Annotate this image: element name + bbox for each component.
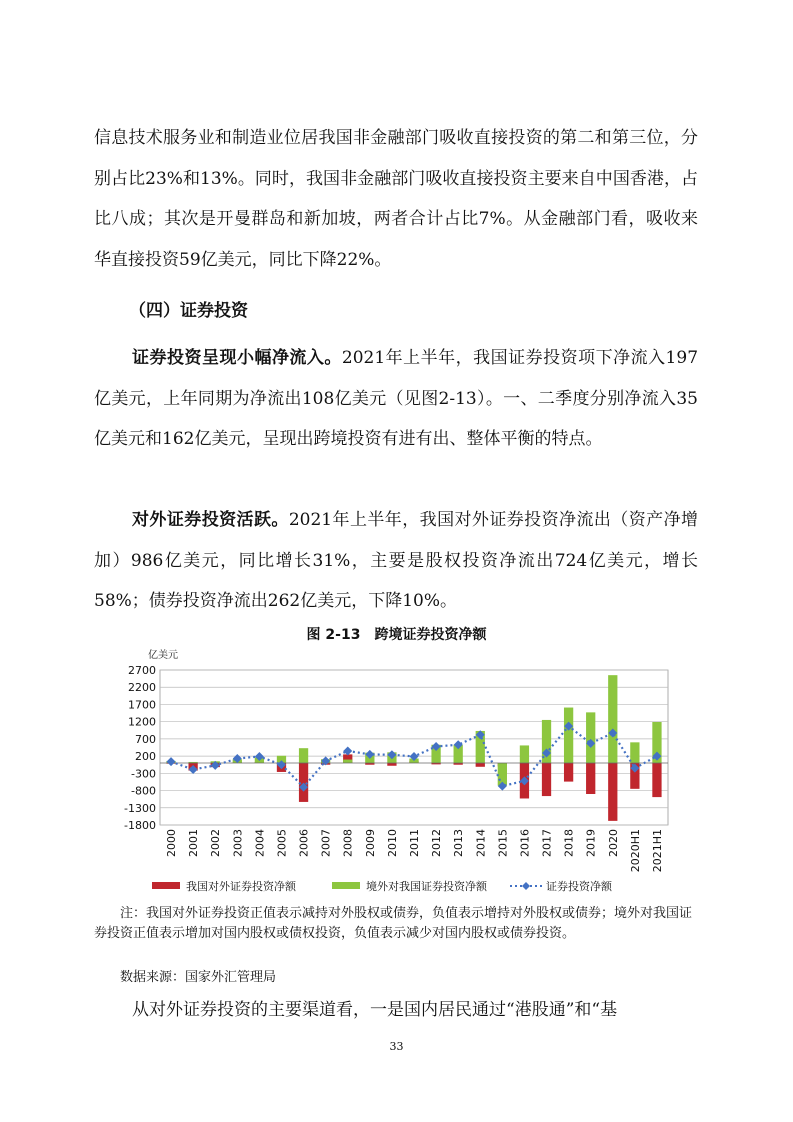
x-tick-label: 2016 [518, 829, 532, 857]
x-tick-label: 2019 [584, 829, 598, 857]
x-tick-label: 2010 [385, 829, 399, 857]
y-tick-label: 1200 [128, 715, 156, 729]
y-axis-unit-label: 亿美元 [148, 650, 178, 661]
x-tick-label: 2003 [231, 829, 245, 857]
x-tick-label: 2000 [165, 829, 179, 857]
legend-swatch [152, 882, 180, 889]
y-tick-label: 2200 [128, 681, 156, 695]
x-tick-label: 2001 [187, 829, 201, 857]
page-number: 33 [389, 1040, 404, 1053]
bar-inward [564, 708, 573, 763]
bar-inward [586, 712, 595, 763]
paragraph-fdi-sectors: 信息技术服务业和制造业位居我国非金融部门吸收直接投资的第二和第三位，分别占比23%和13%。同时，我国非金融部门吸收直接投资主要来自中国香港，占比八成；其次是开曼群岛和新加坡，两者合计占比7%。从金融部门看，吸收来华直接投资59亿美元，同比下降22%。 [94, 128, 698, 270]
y-tick-label: 1700 [128, 698, 156, 712]
paragraph-lead: 证券投资呈现小幅净流入。 [132, 348, 342, 368]
x-tick-label: 2015 [496, 829, 510, 857]
bar-outward [652, 763, 661, 797]
paragraph-lead: 对外证券投资活跃。 [132, 510, 289, 530]
x-tick-label: 2020 [606, 829, 620, 857]
paragraph-body: 2021年上半年，我国对外证券投资净流出（资产净增加）986亿美元，同比增长31%，主要是股权投资净流出724亿美元，增长58%；债券投资净流出262亿美元，下降10%。 [94, 510, 699, 611]
paragraph-net-inflow [94, 338, 698, 460]
bar-outward [476, 763, 485, 767]
x-tick-label: 2020H1 [628, 829, 642, 873]
legend-swatch [332, 882, 360, 889]
y-tick-label: -300 [131, 767, 156, 781]
bar-outward [387, 763, 396, 766]
x-tick-label: 2011 [408, 829, 421, 857]
x-tick-label: 2017 [540, 829, 554, 857]
y-tick-label: -800 [131, 784, 156, 798]
line-point-marker [343, 746, 352, 755]
chart-cross-border-securities [112, 644, 682, 896]
legend-swatch-marker [522, 882, 530, 890]
bar-outward [542, 763, 551, 796]
x-tick-label: 2009 [363, 829, 377, 857]
legend-label: 证券投资净额 [546, 880, 612, 893]
y-tick-label: 200 [135, 750, 156, 764]
paragraph-body: 2021年上半年，我国证券投资项下净流入197亿美元，上年同期为净流出108亿美元（见图2-13）。一、二季度分别净流入35亿美元和162亿美元，呈现出跨境投资有进有出、整体平衡的特点。 [94, 348, 699, 449]
figure-note: 注：我国对外证券投资正值表示减持对外股权或债券，负值表示增持对外股权或债券；境外对我国证券投资正值表示增加对国内股权或债权投资，负值表示减少对国内股权或债券投资。 [94, 906, 693, 941]
line-point-marker [167, 757, 176, 766]
x-tick-label: 2006 [297, 829, 311, 857]
x-tick-label: 2014 [474, 829, 488, 857]
x-tick-label: 2013 [452, 829, 466, 857]
y-tick-label: -1800 [124, 819, 156, 832]
bar-inward [520, 745, 529, 763]
x-tick-label: 2005 [275, 829, 289, 857]
bar-outward [608, 763, 617, 821]
section-heading-securities: （四）证券投资 [129, 301, 248, 321]
x-tick-label: 2021H1 [650, 829, 664, 873]
y-tick-label: -1300 [124, 801, 156, 815]
bar-outward [586, 763, 595, 794]
data-source: 数据来源：国家外汇管理局 [120, 970, 277, 985]
legend-label: 我国对外证券投资净额 [186, 880, 296, 893]
legend-label: 境外对我国证券投资净额 [366, 880, 487, 893]
x-tick-label: 2008 [341, 829, 355, 857]
bar-inward [299, 748, 308, 763]
x-tick-label: 2007 [319, 829, 333, 857]
x-tick-label: 2018 [562, 829, 576, 857]
x-tick-label: 2002 [209, 829, 223, 857]
x-tick-label: 2004 [253, 829, 267, 857]
figure-title: 图 2-13 跨境证券投资净额 [306, 627, 487, 643]
paragraph-channels: 从对外证券投资的主要渠道看，一是国内居民通过“港股通”和“基 [132, 1000, 618, 1020]
bar-inward [608, 675, 617, 763]
paragraph-outward-portfolio [94, 500, 698, 622]
y-tick-label: 2700 [128, 664, 156, 677]
bar-outward [564, 763, 573, 782]
y-tick-label: 700 [135, 732, 156, 746]
bar-inward [630, 742, 639, 763]
x-tick-label: 2012 [430, 829, 444, 857]
bar-inward [343, 760, 352, 763]
